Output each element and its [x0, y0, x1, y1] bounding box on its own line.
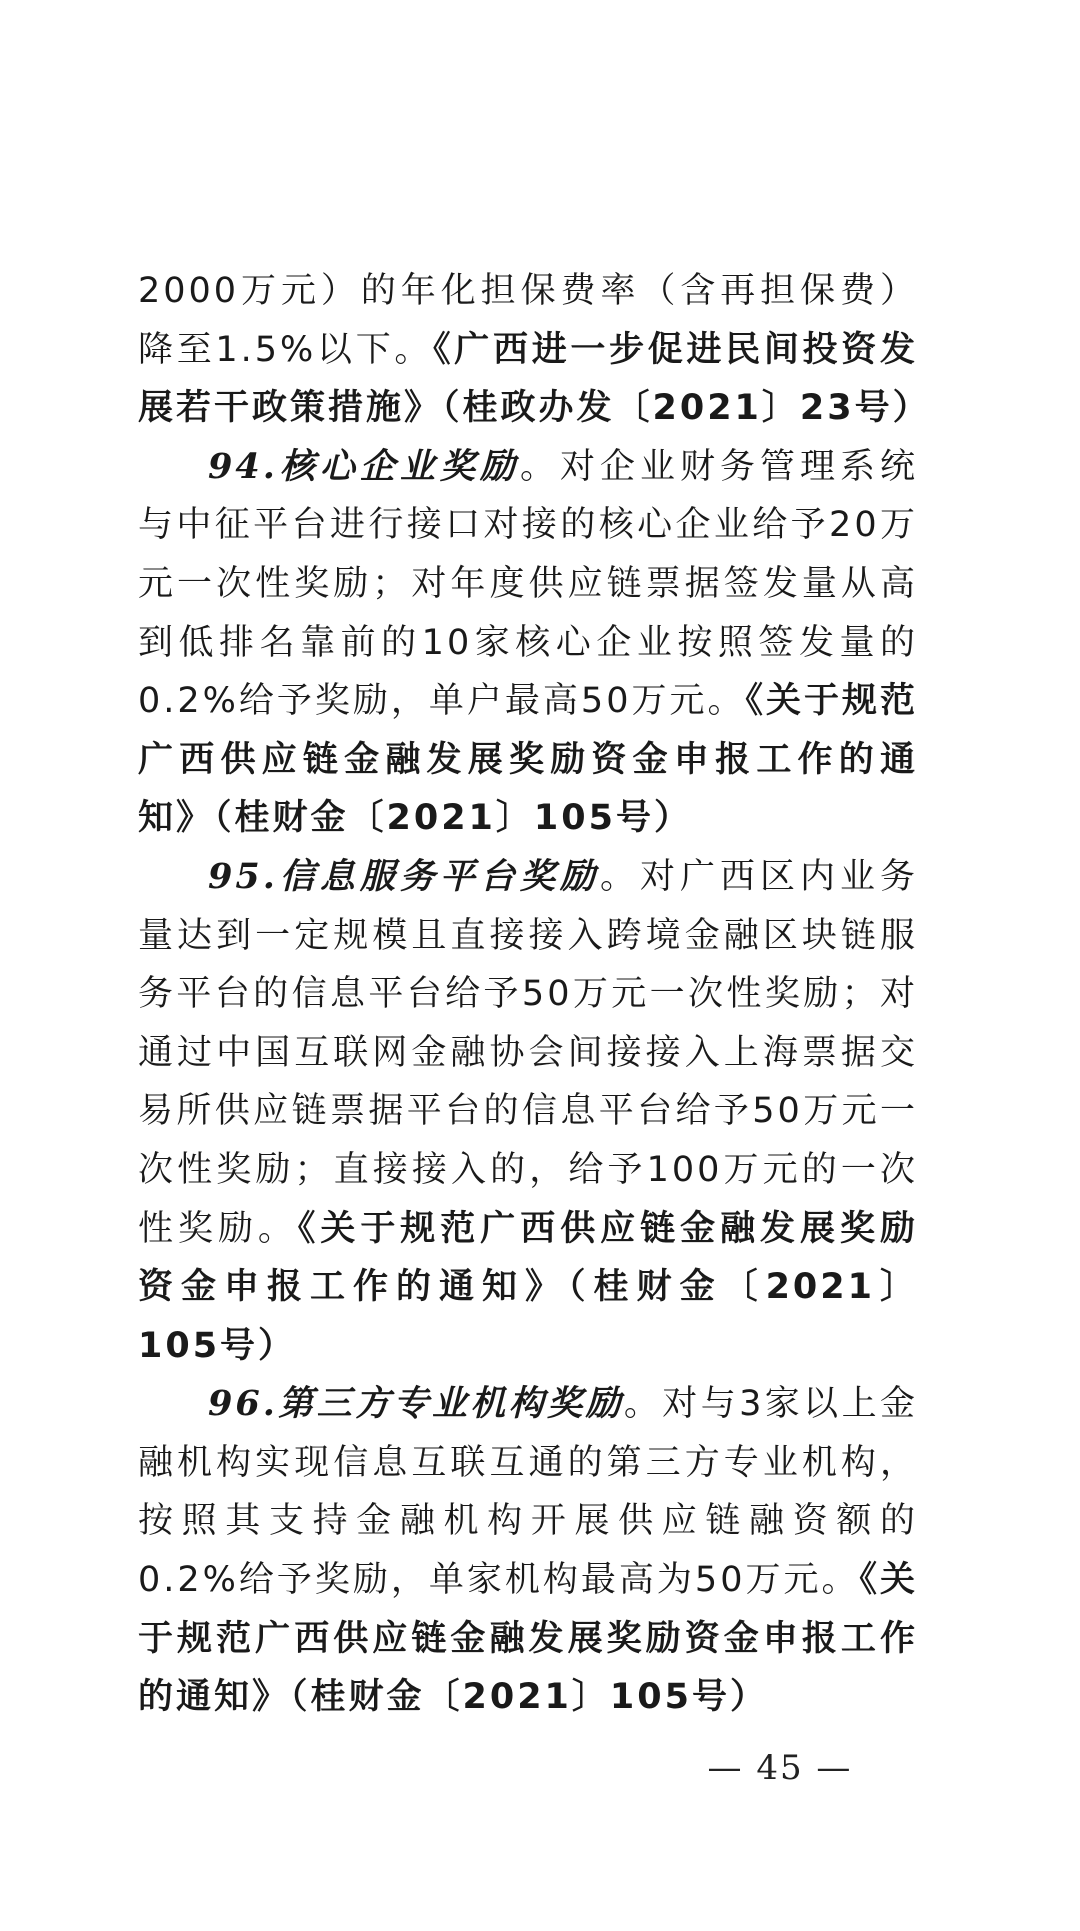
- item-heading: 96.第三方专业机构奖励: [208, 1383, 624, 1425]
- paragraph-body: 。对广西区内业务量达到一定规模且直接接入跨境金融区块链服务平台的信息平台给予50万元一次性奖励；对通过中国互联网金融协会间接接入上海票据交易所供应链票据平台的信息平台给予50万元一次性奖励；直接接入的，给予100万元的一次性奖励。: [138, 856, 918, 1249]
- policy-source: 《关于规范广西供应链金融发展奖励资金申报工作的通知》（桂财金〔2021〕105号）: [138, 681, 918, 839]
- paragraph-continuation: [138, 262, 931, 438]
- paragraph-item-96: [138, 1375, 918, 1727]
- policy-source: 《关于规范广西供应链金融发展奖励资金申报工作的通知》（桂财金〔2021〕105号）: [138, 1208, 918, 1366]
- policy-source: 《关于规范广西供应链金融发展奖励资金申报工作的通知》（桂财金〔2021〕105号）: [138, 1560, 918, 1718]
- page-number: — 45 —: [707, 1748, 853, 1788]
- policy-source: 《广西进一步促进民间投资发展若干政策措施》（桂政办发〔2021〕23号）: [138, 329, 931, 429]
- paragraph-item-94: [138, 438, 918, 848]
- paragraph-body: 。对与3家以上金融机构实现信息互联互通的第三方专业机构，按照其支持金融机构开展供应链融资额的0.2%给予奖励，单家机构最高为50万元。: [138, 1384, 918, 1601]
- text-block: [138, 262, 931, 1727]
- paragraph-body: 2000万元）的年化担保费率（含再担保费）降至1.5%以下。: [138, 271, 918, 370]
- paragraph-item-95: [138, 848, 918, 1375]
- item-heading: 95.信息服务平台奖励: [208, 855, 600, 897]
- paragraph-body: 。对企业财务管理系统与中征平台进行接口对接的核心企业给予20万元一次性奖励；对年度供应链票据签发量从高到低排名靠前的10家核心企业按照签发量的0.2%给予奖励，单户最高50万元。: [138, 446, 918, 722]
- item-heading: 94.核心企业奖励: [208, 445, 520, 487]
